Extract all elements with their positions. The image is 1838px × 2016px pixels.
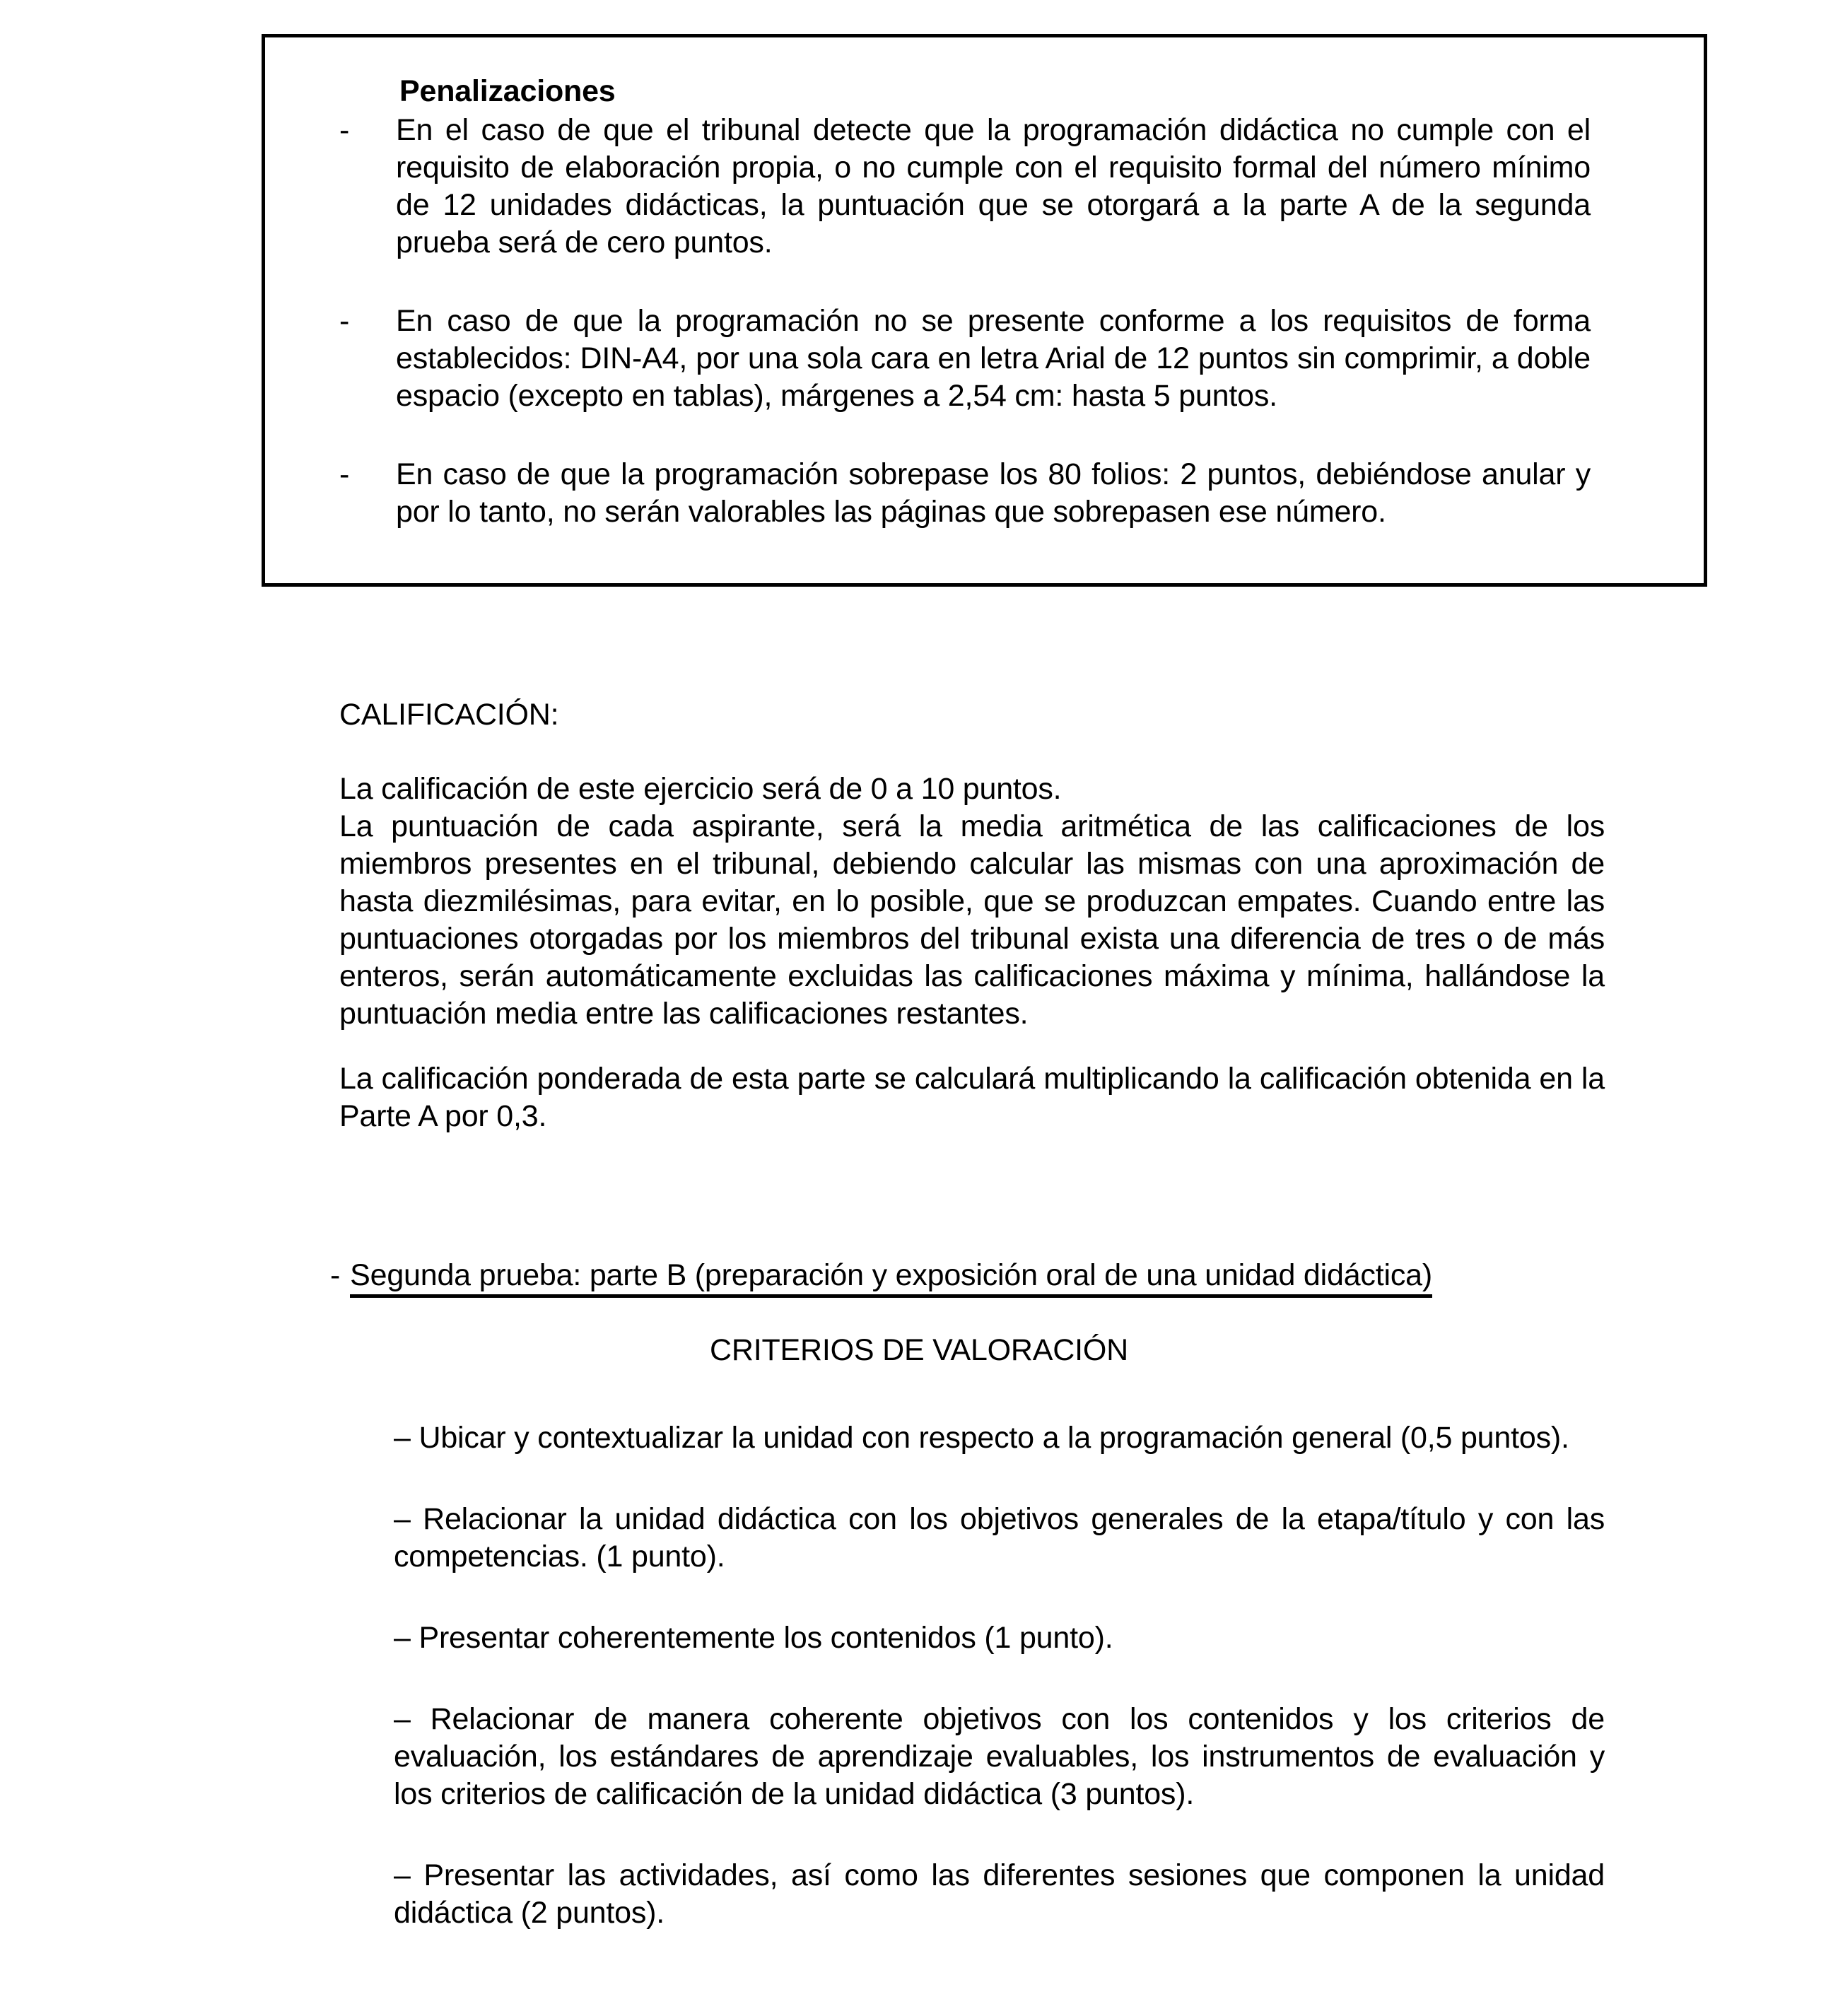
- grading-paragraph: La calificación de este ejercicio será de 0 a 10 puntos.: [339, 772, 1062, 806]
- grading-paragraph: La puntuación de cada aspirante, será la media aritmética de las calificaciones de los miembros presentes en el tribunal, debiendo calcular las mismas con una aproximación de hasta diezmilésimas, para evitar, en lo posible, que se produzcan empates. Cuando entre las puntuaciones otorgadas por los miembros del tribunal exista una diferencia de tres o de más enteros, serán automáticamente excluidas las calificaciones máxima y mínima, hallándose la puntuación media entre las calificaciones restantes.: [339, 809, 1605, 1031]
- penalty-item: [339, 456, 1591, 531]
- grading-section-heading: CALIFICACIÓN:: [339, 698, 559, 732]
- penalty-item-text: En caso de que la programación sobrepase los 80 folios: 2 puntos, debiéndose anular y por lo tanto, no serán valorables las páginas que sobrepasen ese número.: [396, 457, 1591, 529]
- criteria-item: – Presentar coherentemente los contenidos (1 punto).: [394, 1621, 1113, 1655]
- second-test-heading-text: Segunda prueba: parte B (preparación y exposición oral de una unidad didáctica): [350, 1258, 1432, 1298]
- criteria-item: – Presentar las actividades, así como las diferentes sesiones que componen la unidad didáctica (2 puntos).: [394, 1858, 1605, 1930]
- criteria-item: – Ubicar y contextualizar la unidad con respecto a la programación general (0,5 puntos).: [394, 1421, 1569, 1455]
- penalty-item-text: En caso de que la programación no se presente conforme a los requisitos de forma establecidos: DIN-A4, por una sola cara en letra Arial de 12 puntos sin comprimir, a doble espacio (excepto en tablas), márgenes a 2,54 cm: hasta 5 puntos.: [396, 304, 1591, 413]
- penalty-item-text: En el caso de que el tribunal detecte que la programación didáctica no cumple con el requisito de elaboración propia, o no cumple con el requisito formal del número mínimo de 12 unidades didácticas, la puntuación que se otorgará a la parte A de la segunda prueba será de cero puntos.: [396, 113, 1591, 259]
- criteria-title: CRITERIOS DE VALORACIÓN: [710, 1333, 1128, 1367]
- second-test-heading: [330, 1257, 1432, 1294]
- penalty-box: [262, 34, 1707, 587]
- penalty-item-marker: -: [339, 113, 350, 147]
- criteria-list: [394, 1419, 1605, 1932]
- second-test-heading-dash: -: [330, 1258, 341, 1292]
- grading-paragraphs: [339, 770, 1605, 1033]
- grading-paragraph: La calificación ponderada de esta parte se calculará multiplicando la calificación obtenida en la Parte A por 0,3.: [339, 1062, 1605, 1133]
- criteria-item: – Relacionar de manera coherente objetivos con los contenidos y los criterios de evaluación, los estándares de aprendizaje evaluables, los instrumentos de evaluación y los criterios de calificación de la unidad didáctica (3 puntos).: [394, 1702, 1605, 1811]
- penalty-item: [339, 112, 1591, 262]
- criteria-item: – Relacionar la unidad didáctica con los objetivos generales de la etapa/título y con las competencias. (1 punto).: [394, 1502, 1605, 1573]
- penalty-item: [339, 303, 1591, 415]
- penalty-item-marker: -: [339, 304, 350, 338]
- penalty-item-marker: -: [339, 457, 350, 491]
- penalty-box-title: Penalizaciones: [399, 74, 616, 108]
